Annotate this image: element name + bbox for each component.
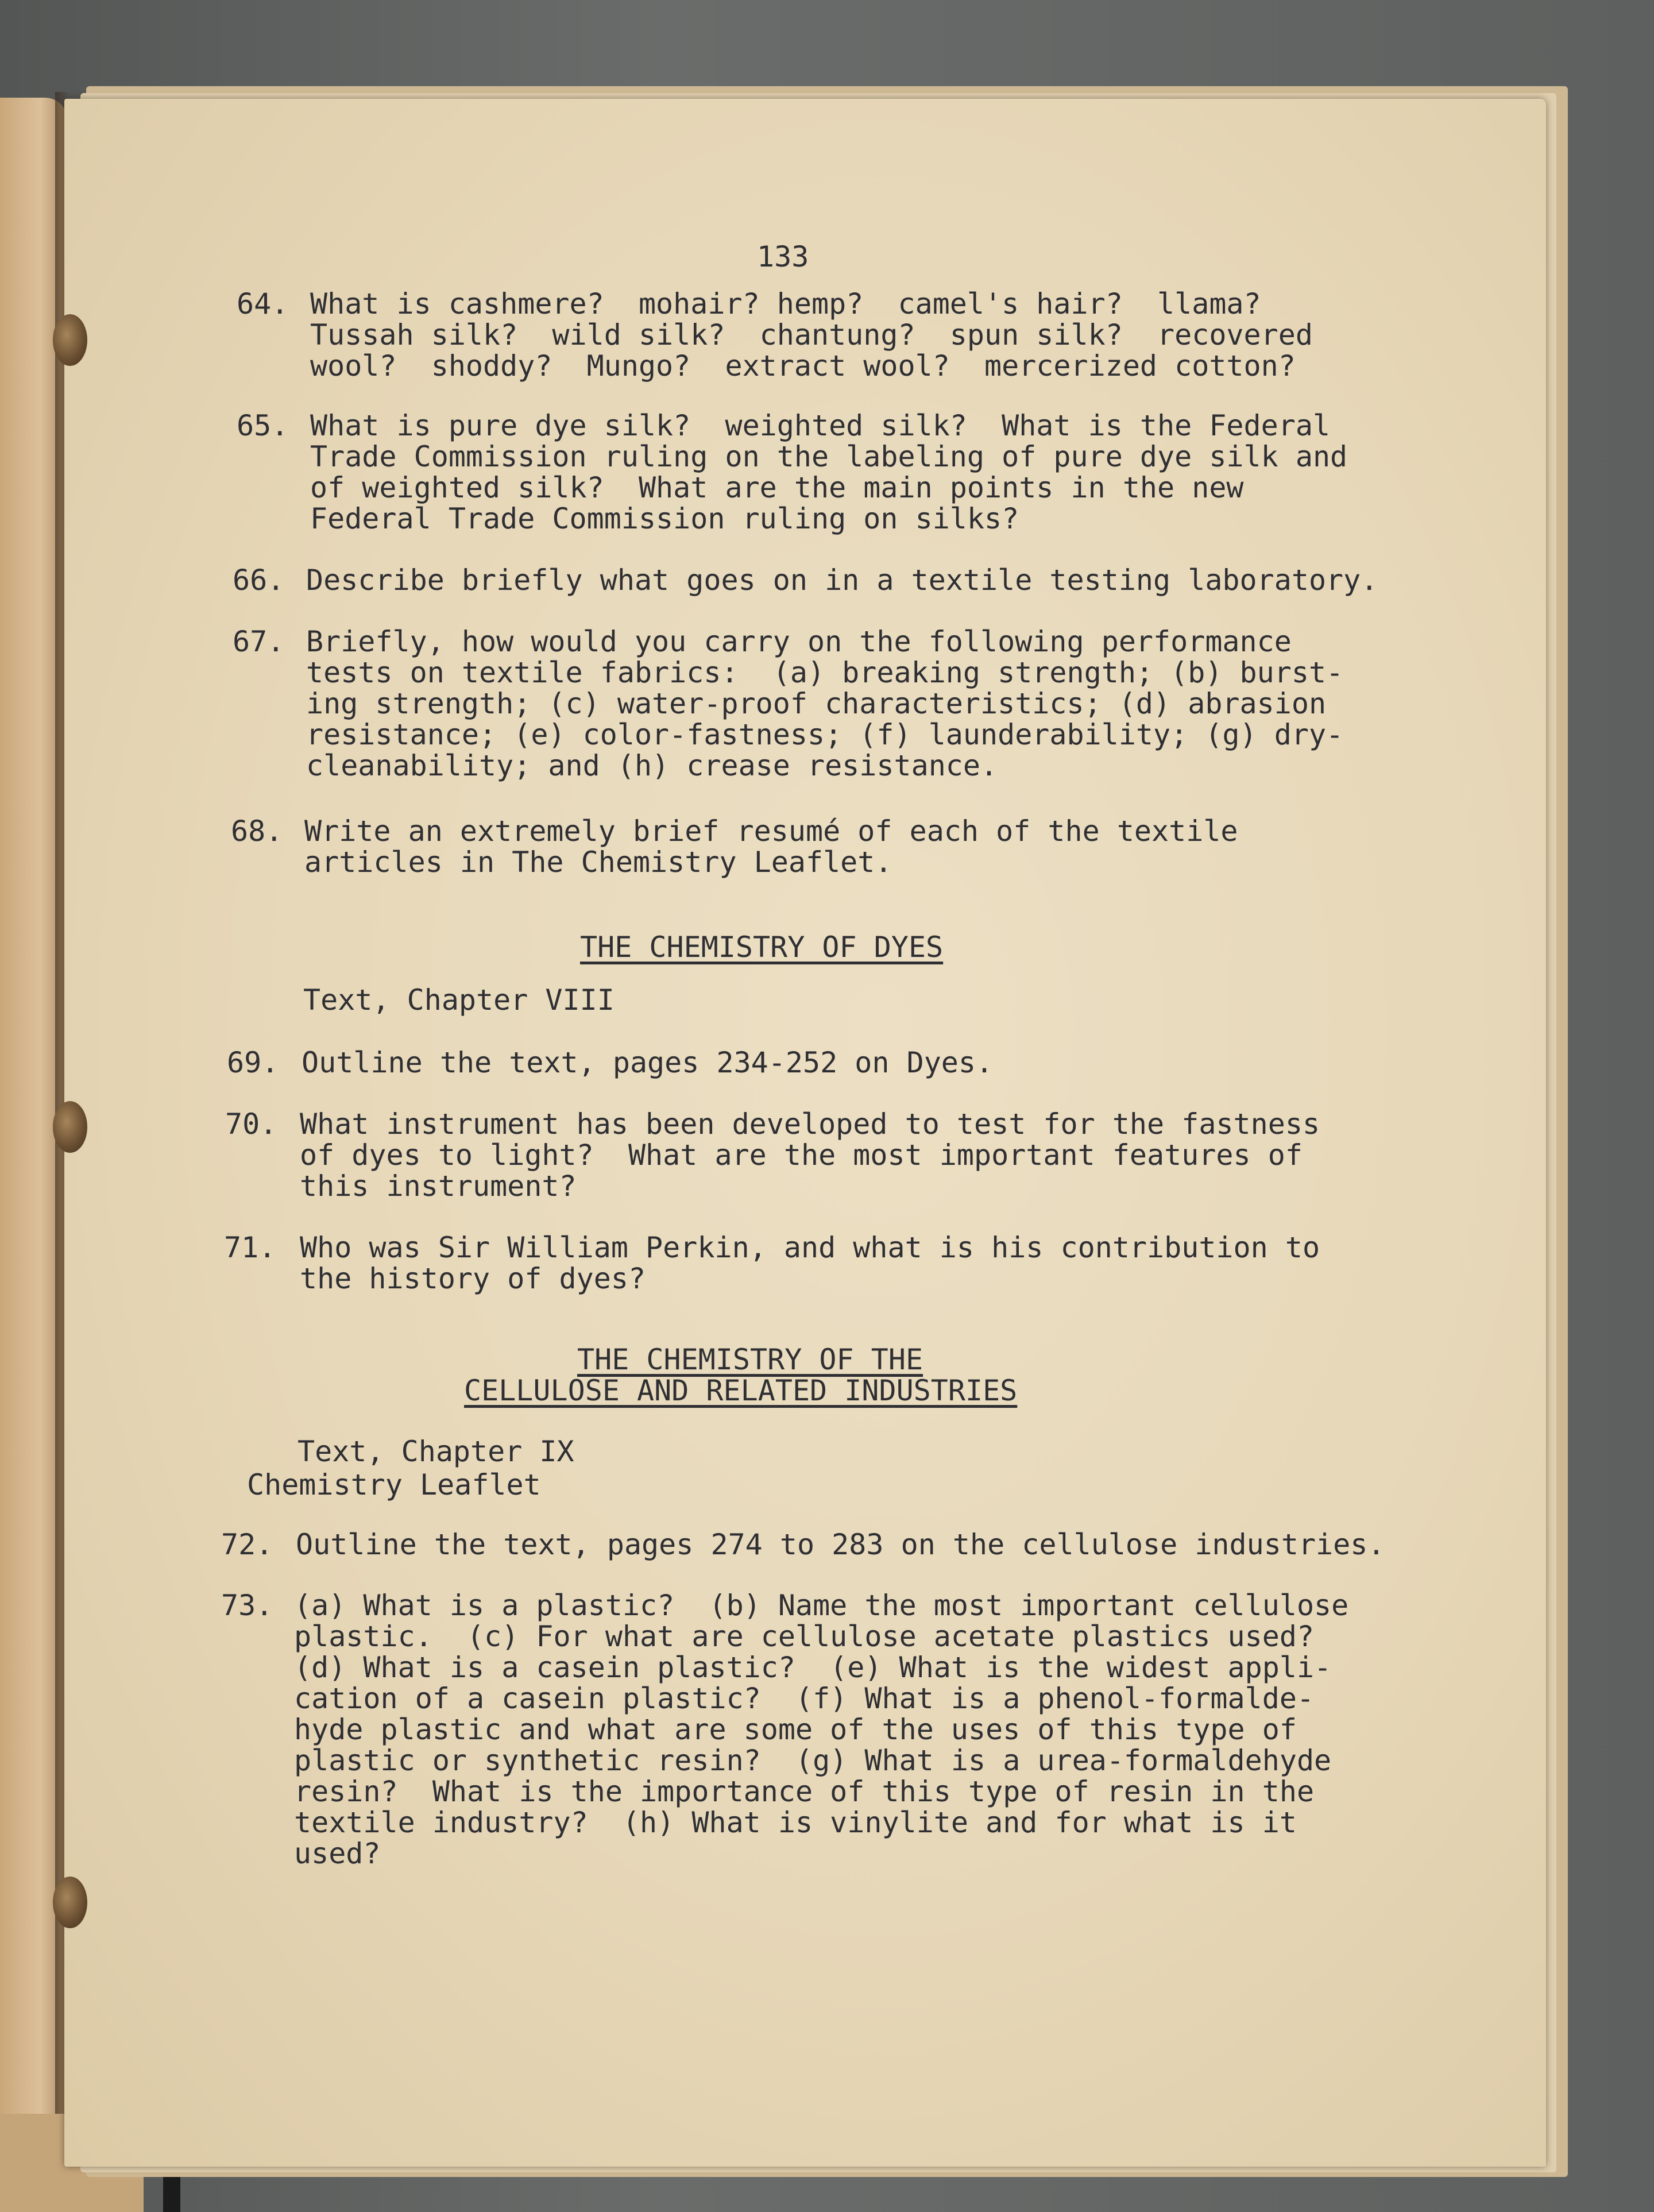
question-line: What is pure dye silk? weighted silk? What is the Federal (310, 409, 1331, 442)
section-heading-cellulose-line1: THE CHEMISTRY OF THE (577, 1343, 923, 1376)
leaflet-reference: Chemistry Leaflet (247, 1468, 541, 1501)
question-line: this instrument? (300, 1169, 577, 1203)
question-line: ing strength; (c) water-proof characteristics; (d) abrasion (306, 687, 1327, 720)
question-line: (d) What is a casein plastic? (e) What is the widest appli- (294, 1651, 1332, 1684)
question-line: resistance; (e) color-fastness; (f) launderability; (g) dry- (306, 718, 1344, 751)
question-line: plastic or synthetic resin? (g) What is a urea-formaldehyde (294, 1744, 1332, 1777)
page-number: 133 (757, 240, 809, 273)
binding-hole-bottom (53, 1877, 87, 1928)
binding-hole-middle (53, 1101, 87, 1153)
text-reference: Text, Chapter IX (297, 1435, 574, 1468)
question-text (310, 410, 1347, 534)
question-line: cation of a casein plastic? (f) What is a phenol-formalde- (294, 1682, 1315, 1715)
question-text (304, 816, 1238, 878)
question-text (300, 1232, 1320, 1294)
question-line: Outline the text, pages 234-252 on Dyes. (302, 1046, 994, 1079)
question-number: 65. (237, 409, 289, 442)
question-text (302, 1047, 993, 1078)
question-line: plastic. (c) For what are cellulose acetate plastics used? (294, 1620, 1315, 1653)
question-line: Describe briefly what goes on in a textile testing laboratory. (306, 563, 1378, 597)
section-heading-cellulose-line2: CELLULOSE AND RELATED INDUSTRIES (464, 1374, 1018, 1407)
question-line: What instrument has been developed to test for the fastness (300, 1107, 1320, 1141)
question-text (306, 626, 1343, 781)
question-number: 69. (227, 1046, 279, 1079)
question-line: (a) What is a plastic? (b) Name the most important cellulose (294, 1589, 1349, 1622)
question-line: the history of dyes? (300, 1262, 646, 1295)
question-text (306, 565, 1378, 596)
question-line: Write an extremely brief resumé of each of the textile (304, 814, 1238, 848)
question-line: cleanability; and (h) crease resistance. (306, 749, 998, 782)
question-text (296, 1529, 1385, 1560)
question-line: Who was Sir William Perkin, and what is his contribution to (300, 1231, 1320, 1264)
question-text (294, 1590, 1348, 1869)
question-line: Tussah silk? wild silk? chantung? spun silk? recovered (310, 318, 1313, 352)
question-line: Federal Trade Commission ruling on silks? (310, 502, 1019, 535)
question-line: Outline the text, pages 274 to 283 on the cellulose industries. (296, 1528, 1385, 1561)
question-number: 73. (221, 1589, 273, 1622)
text-reference: Text, Chapter VIII (303, 983, 615, 1017)
question-text (310, 288, 1313, 381)
question-text (300, 1109, 1320, 1202)
question-line: hyde plastic and what are some of the uses of this type of (294, 1713, 1297, 1746)
question-number: 67. (233, 625, 285, 658)
question-number: 71. (224, 1231, 276, 1264)
question-line: of dyes to light? What are the most important features of (300, 1138, 1303, 1172)
question-number: 66. (233, 563, 285, 597)
question-line: of weighted silk? What are the main points in the new (310, 471, 1244, 504)
question-number: 68. (231, 814, 283, 848)
question-line: wool? shoddy? Mungo? extract wool? mercerized cotton? (310, 349, 1296, 383)
question-line: used? (294, 1837, 381, 1870)
question-line: Trade Commission ruling on the labeling of pure dye silk and (310, 440, 1348, 473)
question-line: textile industry? (h) What is vinylite and for what is it (294, 1806, 1297, 1839)
question-line: What is cashmere? mohair? hemp? camel's hair? llama? (310, 287, 1261, 321)
question-line: tests on textile fabrics: (a) breaking strength; (b) burst- (306, 656, 1344, 689)
question-line: articles in The Chemistry Leaflet. (304, 846, 892, 879)
section-heading-dyes: THE CHEMISTRY OF DYES (580, 931, 944, 964)
binding-hole-top (53, 314, 87, 366)
question-number: 64. (237, 287, 289, 321)
question-line: Briefly, how would you carry on the following performance (306, 625, 1292, 658)
question-number: 72. (221, 1528, 273, 1561)
question-line: resin? What is the importance of this type of resin in the (294, 1775, 1315, 1808)
question-number: 70. (225, 1107, 277, 1141)
